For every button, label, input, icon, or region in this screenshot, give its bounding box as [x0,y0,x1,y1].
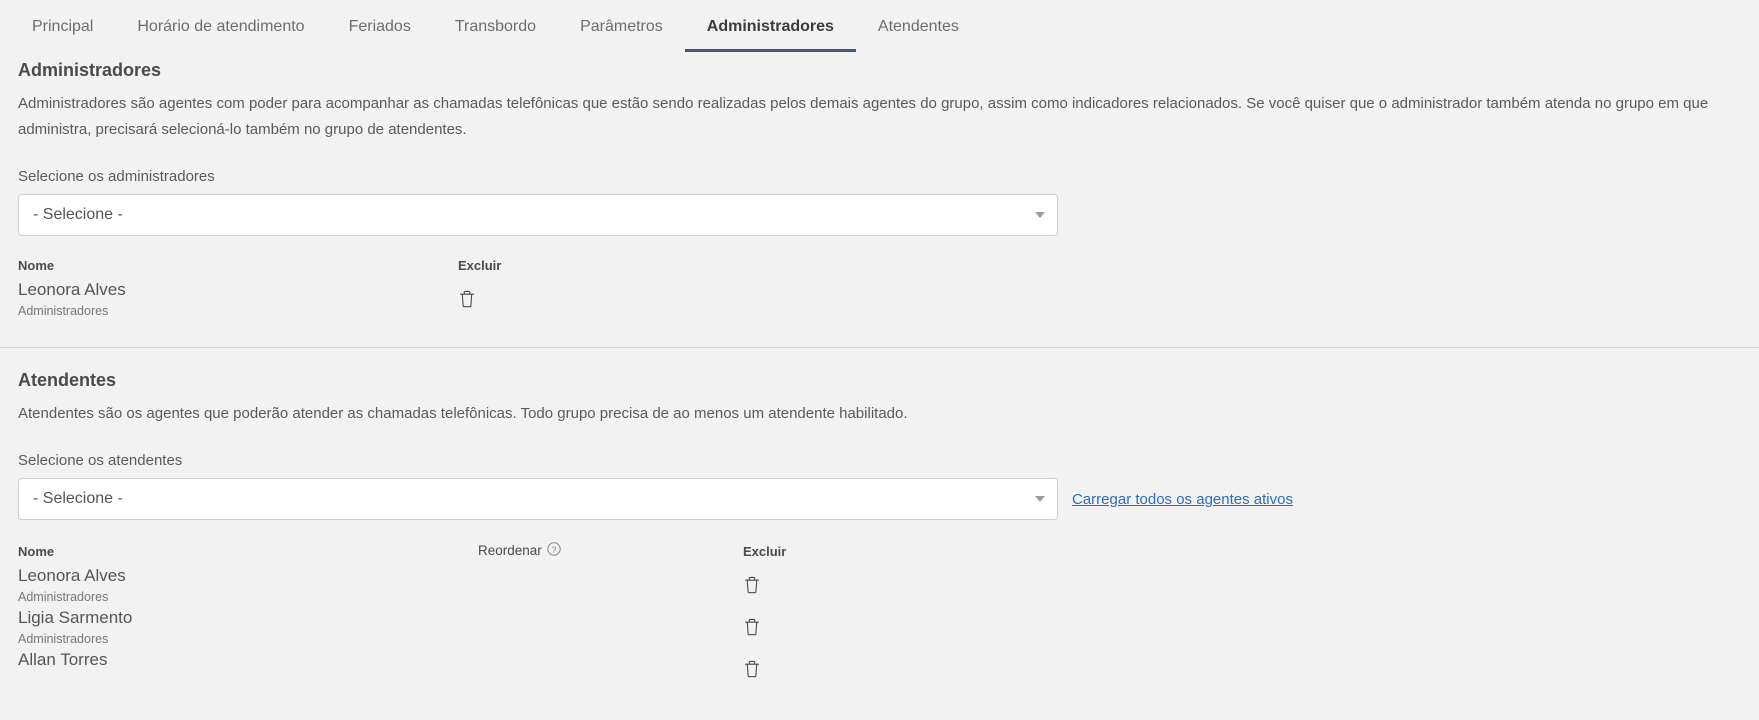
atendentes-description: Atendentes são os agentes que poderão atender as chamadas telefônicas. Todo grupo precisa de ao menos um atendente habilitado. [18,404,908,422]
chevron-down-icon [1035,496,1045,502]
column-header-nome: Nome [18,258,55,273]
agent-reorder-cell[interactable] [478,649,743,683]
tab-administradores[interactable]: Administradores [685,6,856,52]
tab-feriados[interactable]: Feriados [348,18,411,35]
agent-reorder-cell[interactable] [478,565,743,607]
atendentes-select-row [18,478,1741,520]
tab-horario-de-atendimento[interactable]: Horário de atendimento [137,18,305,35]
administradores-description: Administradores são agentes com poder para acompanhar as chamadas telefônicas que estão sendo realizadas pelos demais agentes do grupo, assim como indicadores relacionados. Se você quiser que o administrador também atenda no grupo em que administra, precisará selecioná-lo também no grupo de atendentes. [18,95,1709,138]
agent-name-cell [18,565,478,607]
administradores-title: Administradores [18,60,162,80]
agent-name-cell [18,649,478,683]
load-all-active-agents-link[interactable]: Carregar todos os agentes ativos [1072,490,1293,508]
person-role: Administradores [18,303,109,318]
agent-delete-cell [743,649,863,683]
administradores-select-label: Selecione os administradores [18,168,215,185]
agent-delete-cell [743,565,863,607]
column-header-nome: Nome [18,544,55,560]
person-role: Administradores [18,631,109,646]
help-icon[interactable] [547,542,561,559]
tab-transbordo[interactable]: Transbordo [454,18,537,35]
column-header-reordenar [478,542,743,565]
table-header-row [18,542,1758,565]
tab-principal[interactable]: Principal [32,18,94,35]
atendentes-select-label: Selecione os atendentes [18,452,183,470]
tab-parametros[interactable]: Parâmetros [580,18,663,35]
person-name: Ligia Sarmento [18,607,133,627]
administradores-select-row [18,194,1741,236]
table-row [18,565,1758,607]
section-divider [0,347,1759,348]
agent-reorder-cell[interactable] [478,607,743,649]
administradores-select-value: - Selecione - [33,206,123,223]
agent-name-cell [18,607,478,649]
table-header-row [18,258,1758,279]
trash-icon[interactable] [743,575,761,599]
admin-delete-cell [458,279,578,321]
atendentes-title: Atendentes [18,369,117,390]
atendentes-table [18,542,1758,682]
table-row [18,607,1758,649]
tab-bar [0,0,1759,52]
column-header-excluir: Excluir [743,544,787,560]
chevron-down-icon [1035,212,1045,218]
svg-text:?: ? [551,544,557,555]
trash-icon[interactable] [743,617,761,641]
tab-atendentes[interactable]: Atendentes [877,18,959,35]
administradores-section [0,60,1759,321]
atendentes-select-value: - Selecione - [33,490,123,508]
person-name: Allan Torres [18,649,108,669]
table-row [18,649,1758,683]
person-role: Administradores [18,590,109,605]
administradores-select[interactable] [18,194,1058,236]
atendentes-select[interactable] [18,478,1058,520]
person-name: Leonora Alves [18,566,126,586]
table-row [18,279,1758,321]
person-name: Leonora Alves [18,280,126,299]
trash-icon[interactable] [743,659,761,683]
column-header-reordenar-label: Reordenar [478,543,542,559]
trash-icon[interactable] [458,289,476,313]
column-header-excluir: Excluir [458,258,502,273]
administradores-table [18,258,1758,321]
atendentes-section [0,370,1759,683]
admin-name-cell [18,279,458,321]
agent-delete-cell [743,607,863,649]
